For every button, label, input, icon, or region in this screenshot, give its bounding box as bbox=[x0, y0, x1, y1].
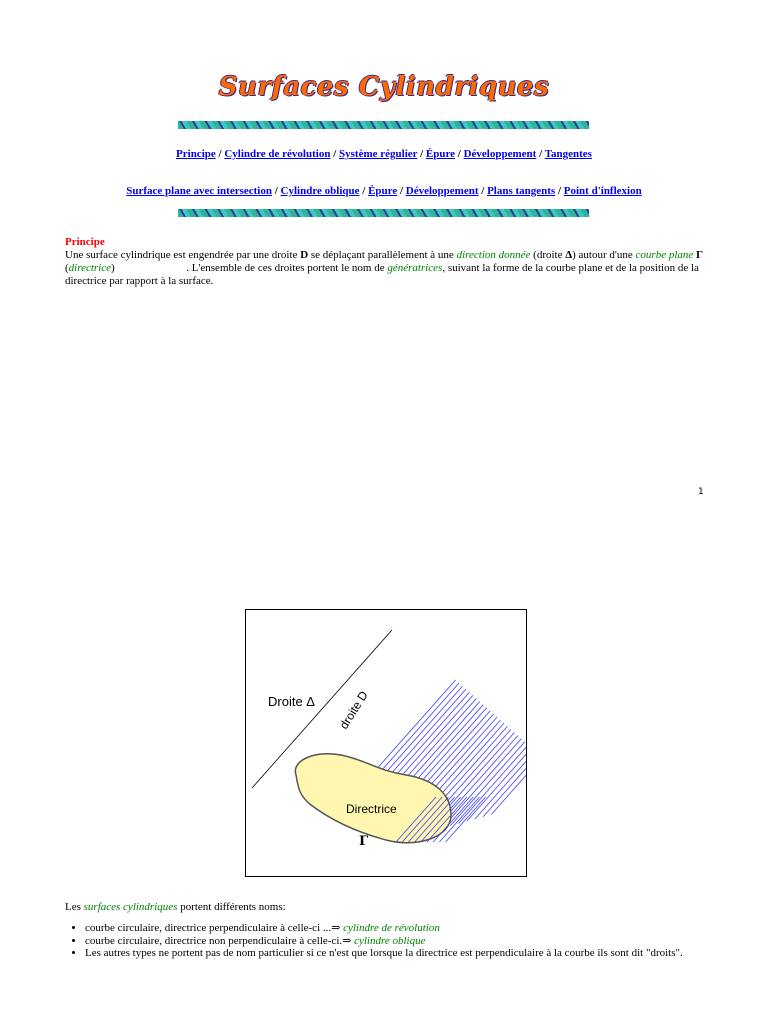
generatrice-line bbox=[451, 655, 526, 860]
list-item-text: courbe circulaire, directrice non perpendiculaire à celle-ci.⇒ bbox=[85, 934, 355, 947]
decorative-rule-bottom bbox=[178, 209, 589, 217]
nav-separator: / bbox=[539, 148, 543, 160]
label-droite-d: droite D bbox=[336, 688, 371, 732]
nav-row-1 bbox=[0, 148, 768, 160]
text-run: se déplaçant parallèlement à une bbox=[308, 249, 457, 261]
cylinder-diagram bbox=[246, 610, 526, 876]
label-directrice: Directrice bbox=[346, 802, 397, 816]
text-run: Les bbox=[65, 901, 84, 913]
page-number: 1 bbox=[698, 487, 704, 497]
term-delta: Δ bbox=[565, 249, 573, 261]
nav-separator: / bbox=[557, 185, 562, 197]
list-item-term: cylindre de révolution bbox=[343, 922, 440, 934]
list-item bbox=[85, 922, 745, 935]
term-gamma: Γ bbox=[693, 249, 704, 261]
nav1-link-epure[interactable]: Épure bbox=[425, 148, 456, 160]
nav1-link-principe[interactable]: Principe bbox=[176, 148, 216, 160]
page-title: Surfaces Cylindriques bbox=[218, 72, 550, 102]
nav-separator: / bbox=[481, 185, 485, 197]
nav-separator: / bbox=[274, 185, 278, 197]
nav2-link-epure[interactable]: Épure bbox=[368, 185, 398, 197]
text-run: Une surface cylindrique est engendrée par une droite bbox=[65, 249, 301, 261]
nav1-link-systeme-regulier[interactable]: Système régulier bbox=[339, 148, 418, 160]
nav-separator: / bbox=[457, 148, 461, 160]
text-run: (droite bbox=[530, 249, 566, 261]
list-intro bbox=[65, 901, 286, 913]
nav-row-2 bbox=[0, 185, 768, 197]
nav1-link-developpement[interactable]: Développement bbox=[463, 148, 537, 160]
list-item-text: courbe circulaire, directrice perpendiculaire à celle-ci ...⇒ bbox=[85, 922, 344, 934]
term-d: D bbox=[300, 249, 309, 261]
principe-paragraph bbox=[65, 249, 705, 288]
nav2-link-point-inflexion[interactable]: Point d'inflexion bbox=[563, 185, 642, 197]
nav2-link-surface-plane[interactable]: Surface plane avec intersection bbox=[126, 185, 272, 197]
term-generatrices: génératrices bbox=[387, 262, 443, 274]
nav-separator: / bbox=[420, 148, 424, 160]
list-item bbox=[85, 947, 745, 960]
text-run: ) autour d'une bbox=[572, 249, 636, 261]
list-item bbox=[85, 935, 745, 948]
nav-separator: / bbox=[218, 148, 222, 160]
term-courbe-plane: courbe plane bbox=[635, 249, 694, 261]
decorative-rule-top bbox=[178, 121, 589, 129]
term-surfaces-cylindriques: surfaces cylindriques bbox=[83, 901, 178, 913]
text-run: ( bbox=[65, 262, 69, 274]
nav-separator: / bbox=[399, 185, 404, 197]
types-list bbox=[65, 922, 745, 960]
nav2-link-plans-tangents[interactable]: Plans tangents bbox=[487, 185, 556, 197]
label-gamma: Γ bbox=[359, 834, 369, 849]
cylinder-figure bbox=[245, 609, 527, 877]
list-item-term: cylindre oblique bbox=[354, 934, 426, 947]
nav1-link-tangentes[interactable]: Tangentes bbox=[544, 148, 592, 160]
term-directrice: directrice bbox=[68, 262, 112, 274]
generatrice-line bbox=[439, 655, 526, 860]
nav2-link-cylindre-oblique[interactable]: Cylindre oblique bbox=[280, 185, 360, 197]
nav-separator: / bbox=[333, 148, 337, 160]
list-item-text: Les autres types ne portent pas de nom particulier si ce n'est que lorsque la directrice est perpendiculaire à la courbe ils sont dit "droits". bbox=[85, 947, 683, 959]
label-droite-delta: Droite Δ bbox=[268, 694, 315, 709]
text-run: ) . L'ensemble de ces droites portent le nom de bbox=[111, 262, 388, 274]
term-direction: direction donnée bbox=[456, 249, 531, 261]
nav-separator: / bbox=[362, 185, 366, 197]
nav1-link-cylindre-revolution[interactable]: Cylindre de révolution bbox=[224, 148, 331, 160]
section-heading: Principe bbox=[65, 236, 105, 248]
nav2-link-developpement[interactable]: Développement bbox=[405, 185, 479, 197]
text-run: , suivant la forme de la courbe plane et de la position de la directrice par rapport à la surface. bbox=[65, 262, 699, 287]
text-run: portent différents noms: bbox=[177, 901, 286, 913]
